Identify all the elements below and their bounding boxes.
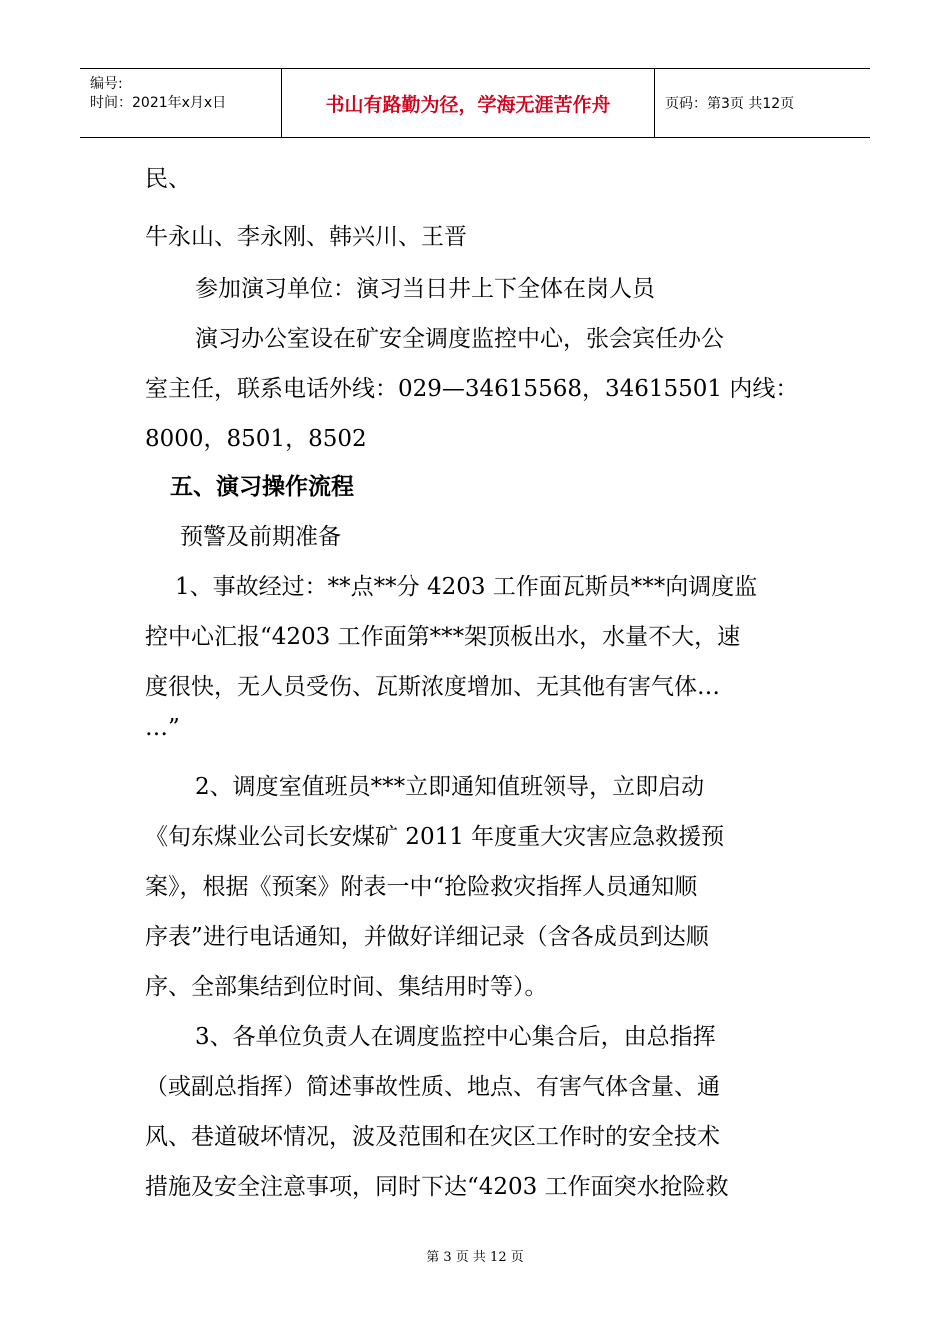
section-heading: 五、演习操作流程 [170, 473, 354, 500]
body-line: 风、巷道破坏情况，波及范围和在灾区工作时的安全技术 [145, 1124, 720, 1150]
body-line: 参加演习单位：演习当日井上下全体在岗人员 [195, 276, 655, 302]
body-line: 室主任，联系电话外线：029—34615568，34615501 内线： [145, 376, 799, 402]
document-date: 时间：2021年x月x日 [90, 95, 227, 111]
body-line: 8000，8501，8502 [145, 426, 367, 452]
page-header [80, 68, 870, 138]
header-motto: 书山有路勤为径，学海无涯苦作舟 [282, 69, 655, 137]
body-line: 演习办公室设在矿安全调度监控中心，张会宾任办公 [195, 326, 724, 352]
body-line: （或副总指挥）简述事故性质、地点、有害气体含量、通 [145, 1074, 720, 1100]
body-line: 民、 [145, 166, 191, 192]
header-page-info: 页码：第3页 共12页 [665, 96, 795, 112]
body-line: 2、调度室值班员***立即通知值班领导，立即启动 [195, 774, 705, 800]
header-left-cell [80, 69, 282, 137]
body-line: 控中心汇报“4203 工作面第***架顶板出水，水量不大，速 [145, 624, 741, 650]
body-line: 1、事故经过：**点**分 4203 工作面瓦斯员***向调度监 [175, 574, 758, 600]
body-line: …” [145, 715, 180, 741]
body-line: 牛永山、李永刚、韩兴川、王晋 [145, 224, 467, 250]
subsection-heading: 预警及前期准备 [180, 524, 341, 550]
body-line: 度很快，无人员受伤、瓦斯浓度增加、无其他有害气体… [145, 674, 720, 700]
body-line: 3、各单位负责人在调度监控中心集合后，由总指挥 [195, 1024, 716, 1050]
body-line: 序、全部集结到位时间、集结用时等）。 [145, 974, 548, 1000]
body-line: 序表”进行电话通知，并做好详细记录（含各成员到达顺 [145, 924, 709, 950]
page-footer: 第 3 页 共 12 页 [426, 1250, 524, 1265]
body-line: 案》，根据《预案》附表一中“抢险救灾指挥人员通知顺 [145, 874, 698, 900]
body-line: 措施及安全注意事项，同时下达“4203 工作面突水抢险救 [145, 1174, 729, 1200]
body-line: 《旬东煤业公司长安煤矿 2011 年度重大灾害应急救援预 [145, 824, 725, 850]
document-number-label: 编号: [90, 76, 123, 92]
